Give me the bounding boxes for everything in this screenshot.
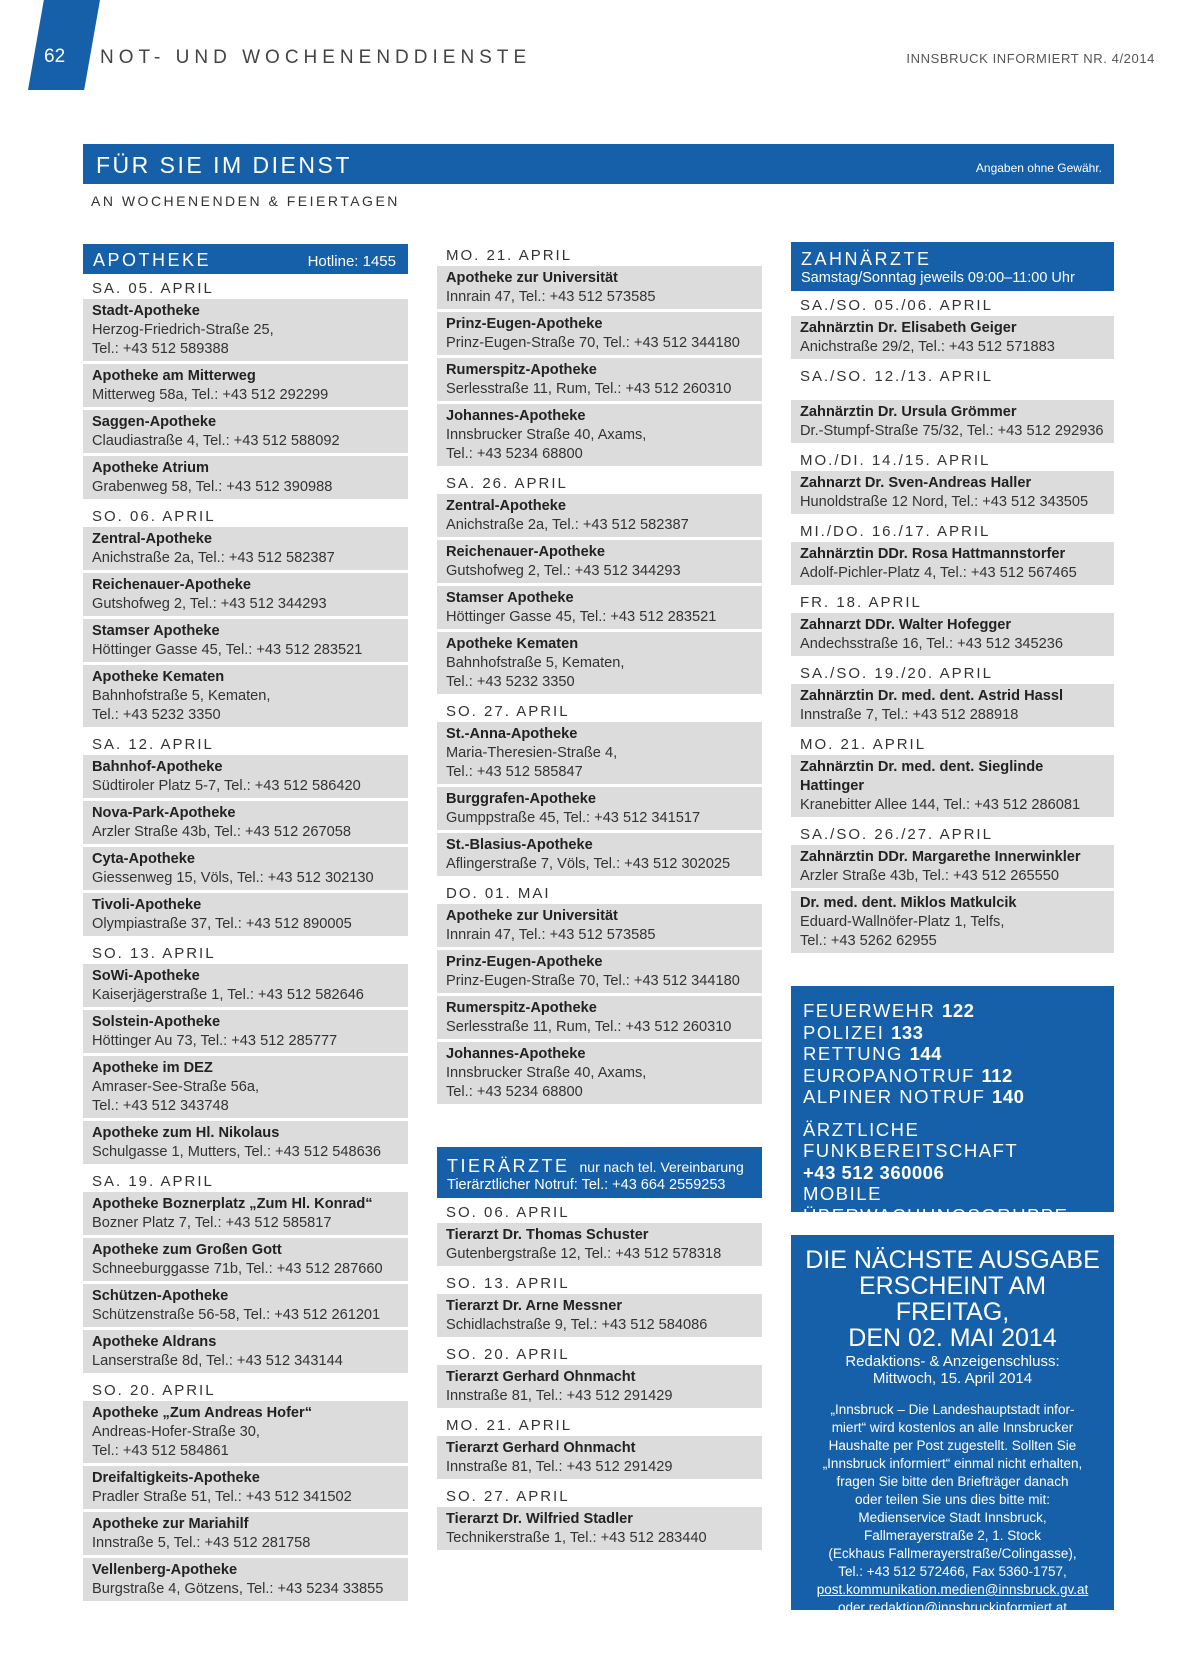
service-entry <box>437 996 762 1039</box>
entry-detail: Amraser-See-Straße 56a, <box>92 1079 260 1095</box>
entry-detail: Anichstraße 2a, Tel.: +43 512 582387 <box>446 517 689 533</box>
delivery-info <box>801 1401 1104 1635</box>
entry-name: Dr. med. dent. Miklos Matkulcik <box>800 895 1017 911</box>
entry-detail: Innsbrucker Straße 40, Axams, <box>446 1065 647 1081</box>
service-entry <box>437 586 762 629</box>
entry-name: Zahnärztin DDr. Rosa Hattmannstorfer <box>800 546 1066 562</box>
entry-name: Nova-Park-Apotheke <box>92 805 236 821</box>
entry-name: Schützen-Apotheke <box>92 1288 229 1304</box>
service-entry <box>437 904 762 947</box>
service-entry <box>83 1056 408 1118</box>
entry-name: Zentral-Apotheke <box>446 498 567 514</box>
service-entry <box>791 400 1114 443</box>
emergency-row <box>803 1065 1102 1087</box>
headline-line: ERSCHEINT AM FREITAG, <box>858 1272 1047 1326</box>
service-entry <box>437 1294 762 1337</box>
service-entry <box>437 632 762 694</box>
pharmacy-column <box>83 244 408 1604</box>
service-entry <box>437 1365 762 1408</box>
deadline-line: Redaktions- & Anzeigenschluss: <box>845 1353 1060 1370</box>
emergency-number: 133 <box>891 1021 924 1043</box>
service-entry <box>437 950 762 993</box>
entry-detail: Serlesstraße 11, Rum, Tel.: +43 512 260310 <box>446 381 732 397</box>
vets-list <box>437 1198 762 1550</box>
delivery-text <box>801 1401 1104 1581</box>
service-entry <box>83 665 408 727</box>
emergency-label: FEUERWEHR <box>803 1000 936 1021</box>
headline-line: DEN 02. MAI 2014 <box>848 1324 1057 1352</box>
entry-name: Apotheke Boznerplatz „Zum Hl. Konrad“ <box>92 1196 373 1212</box>
entry-detail: Innstraße 7, Tel.: +43 512 288918 <box>800 707 1019 723</box>
day-heading: SO. 13. APRIL <box>92 945 216 962</box>
entry-name: Tivoli-Apotheke <box>92 897 202 913</box>
delivery-text-line: Haushalte per Post zugestellt. Sollten Sie <box>828 1438 1077 1453</box>
deadline-line: Mittwoch, 15. April 2014 <box>872 1370 1033 1387</box>
entry-detail: Innrain 47, Tel.: +43 512 573585 <box>446 927 656 943</box>
day-heading: FR. 18. APRIL <box>800 594 922 611</box>
email-link-2[interactable]: redaktion@innsbruckinformiert.at <box>868 1600 1068 1615</box>
headline-line: DIE NÄCHSTE AUSGABE <box>805 1246 1100 1274</box>
entry-detail: Grabenweg 58, Tel.: +43 512 390988 <box>92 479 333 495</box>
page-title: FÜR SIE IM DIENST <box>96 152 352 178</box>
entry-name: Tierarzt Dr. Wilfried Stadler <box>446 1511 633 1527</box>
entry-name: Apotheke im DEZ <box>92 1060 213 1076</box>
service-entry <box>83 573 408 616</box>
day-heading: SA./SO. 26./27. APRIL <box>800 826 993 843</box>
entry-name: Saggen-Apotheke <box>92 414 217 430</box>
or-text: oder <box>837 1600 865 1615</box>
entry-name: St.-Blasius-Apotheke <box>446 837 593 853</box>
emergency-number: 112 <box>981 1064 1013 1086</box>
entry-detail: Innstraße 81, Tel.: +43 512 291429 <box>446 1459 673 1475</box>
entry-detail: Eduard-Wallnöfer-Platz 1, Telfs, <box>800 914 1005 930</box>
entry-detail: Bozner Platz 7, Tel.: +43 512 585817 <box>92 1215 332 1231</box>
service-entry <box>791 684 1114 727</box>
deadline <box>801 1353 1104 1387</box>
day-heading: SA./SO. 12./13. APRIL <box>800 368 993 385</box>
page-number: 62 <box>44 46 66 67</box>
entry-detail: Tel.: +43 512 343748 <box>92 1098 229 1114</box>
entry-detail: Prinz-Eugen-Straße 70, Tel.: +43 512 344180 <box>446 335 740 351</box>
entry-detail: Lanserstraße 8d, Tel.: +43 512 343144 <box>92 1353 343 1369</box>
emergency-number: 140 <box>992 1086 1025 1107</box>
day-heading: SO. 06. APRIL <box>92 508 216 525</box>
entry-name: Vellenberg-Apotheke <box>92 1562 238 1578</box>
entry-detail: Andreas-Hofer-Straße 30, <box>92 1424 260 1440</box>
entry-detail: Schützenstraße 56-58, Tel.: +43 512 261201 <box>92 1307 381 1323</box>
entry-name: Apotheke Aldrans <box>92 1334 217 1350</box>
emergency-row <box>803 1022 1102 1044</box>
entry-detail: Arzler Straße 43b, Tel.: +43 512 265550 <box>800 868 1059 884</box>
emergency-label: MOBILE ÜBERWACHUNGSGRUPPE <box>803 1183 1069 1226</box>
delivery-text-line: Fallmerayerstraße 2, 1. Stock <box>863 1528 1042 1543</box>
entry-detail: Höttinger Au 73, Tel.: +43 512 285777 <box>92 1033 338 1049</box>
entry-detail: Prinz-Eugen-Straße 70, Tel.: +43 512 344180 <box>446 973 740 989</box>
day-heading: SA. 26. APRIL <box>446 475 568 492</box>
day-heading: MO./DI. 14./15. APRIL <box>800 452 991 469</box>
website-link[interactable]: www.innsbruckinformiert.at <box>871 1618 1034 1633</box>
entry-name: Zahnärztin Dr. med. dent. Sieglinde Hattinger <box>800 759 1044 794</box>
service-entry <box>83 456 408 499</box>
day-heading: SA. 05. APRIL <box>92 280 214 297</box>
page-subtitle: AN WOCHENENDEN & FEIERTAGEN <box>91 193 400 209</box>
service-entry <box>437 1042 762 1104</box>
pharmacy-header <box>83 244 408 274</box>
service-entry <box>791 755 1114 817</box>
emergency-row <box>803 1043 1102 1065</box>
service-entry <box>791 316 1114 359</box>
entry-detail: Hunoldstraße 12 Nord, Tel.: +43 512 343505 <box>800 494 1089 510</box>
entry-name: Tierarzt Gerhard Ohnmacht <box>446 1440 636 1456</box>
entry-name: SoWi-Apotheke <box>92 968 200 984</box>
pharmacy-list-a <box>83 274 408 1601</box>
entry-detail: Burgstraße 4, Götzens, Tel.: +43 5234 33855 <box>92 1581 384 1597</box>
entry-name: Apotheke am Mitterweg <box>92 368 256 384</box>
entry-name: Burggrafen-Apotheke <box>446 791 596 807</box>
dentists-header <box>791 242 1114 291</box>
pharmacy-hotline: Hotline: 1455 <box>307 253 396 270</box>
service-entry <box>437 1507 762 1550</box>
entry-detail: Innsbrucker Straße 40, Axams, <box>446 427 647 443</box>
entry-name: Tierarzt Gerhard Ohnmacht <box>446 1369 636 1385</box>
service-entry <box>437 404 762 466</box>
entry-detail: Innstraße 5, Tel.: +43 512 281758 <box>92 1535 311 1551</box>
entry-name: Apotheke zum Hl. Nikolaus <box>92 1125 280 1141</box>
entry-name: Cyta-Apotheke <box>92 851 195 867</box>
delivery-text-line: „Innsbruck – Die Landeshauptstadt infor- <box>830 1402 1075 1417</box>
entry-detail: Tel.: +43 512 584861 <box>92 1443 229 1459</box>
entry-detail: Gumppstraße 45, Tel.: +43 512 341517 <box>446 810 701 826</box>
service-entry <box>791 471 1114 514</box>
section-title: NOT- UND WOCHENENDDIENSTE <box>100 47 532 68</box>
entry-detail: Tel.: +43 5262 62955 <box>800 933 937 949</box>
entry-detail: Aflingerstraße 7, Völs, Tel.: +43 512 302025 <box>446 856 731 872</box>
entry-name: Apotheke zur Mariahilf <box>92 1516 249 1532</box>
emergency-label: RETTUNG <box>803 1043 903 1064</box>
service-entry <box>437 1436 762 1479</box>
service-entry <box>83 964 408 1007</box>
dentists-list <box>791 291 1114 953</box>
service-entry <box>83 527 408 570</box>
entry-name: Dreifaltigkeits-Apotheke <box>92 1470 260 1486</box>
entry-detail: Mitterweg 58a, Tel.: +43 512 292299 <box>92 387 329 403</box>
entry-detail: Schidlachstraße 9, Tel.: +43 512 584086 <box>446 1317 708 1333</box>
day-heading: SA./SO. 05./06. APRIL <box>800 297 993 314</box>
entry-name: Apotheke Kematen <box>446 636 579 652</box>
entry-name: Johannes-Apotheke <box>446 1046 586 1062</box>
entry-name: Zahnärztin Dr. Ursula Grömmer <box>800 404 1017 420</box>
service-entry <box>83 1512 408 1555</box>
delivery-text-line: oder teilen Sie uns dies bitte mit: <box>854 1492 1051 1507</box>
entry-name: Stamser Apotheke <box>92 623 220 639</box>
disclaimer: Angaben ohne Gewähr. <box>975 161 1102 175</box>
entry-detail: Höttinger Gasse 45, Tel.: +43 512 283521 <box>446 609 717 625</box>
pharmacy-title: APOTHEKE <box>93 250 212 270</box>
delivery-text-line: (Eckhaus Fallmerayerstraße/Colingasse), <box>828 1546 1077 1561</box>
entry-detail: Gutenbergstraße 12, Tel.: +43 512 578318 <box>446 1246 722 1262</box>
day-heading: MI./DO. 16./17. APRIL <box>800 523 991 540</box>
pharmacy-list-b <box>437 241 762 1104</box>
entry-detail: Tel.: +43 5234 68800 <box>446 1084 583 1100</box>
emergency-row <box>803 1000 1102 1022</box>
entry-name: Apotheke zur Universität <box>446 908 618 924</box>
day-heading: MO. 21. APRIL <box>800 736 927 753</box>
day-heading: SO. 06. APRIL <box>446 1204 570 1221</box>
delivery-text-line: „Innsbruck informiert“ einmal nicht erhalten, <box>822 1456 1083 1471</box>
page-tab <box>28 0 100 90</box>
delivery-text-line: Medienservice Stadt Innsbruck, <box>858 1510 1047 1525</box>
entry-name: Zahnärztin Dr. Elisabeth Geiger <box>800 320 1017 336</box>
entry-name: Zentral-Apotheke <box>92 531 213 547</box>
entry-name: St.-Anna-Apotheke <box>446 726 578 742</box>
entry-detail: Herzog-Friedrich-Straße 25, <box>92 322 274 338</box>
entry-detail: Bahnhofstraße 5, Kematen, <box>446 655 625 671</box>
entry-detail: Innstraße 81, Tel.: +43 512 291429 <box>446 1388 673 1404</box>
entry-detail: Andechsstraße 16, Tel.: +43 512 345236 <box>800 636 1064 652</box>
service-entry <box>83 1238 408 1281</box>
emergency-label: ÄRZTLICHE FUNKBEREITSCHAFT <box>803 1118 1019 1161</box>
vets-header <box>437 1147 762 1198</box>
service-entry <box>83 755 408 798</box>
emergency-row <box>803 1086 1102 1108</box>
entry-name: Zahnärztin Dr. med. dent. Astrid Hassl <box>800 688 1064 704</box>
entry-detail: Bahnhofstraße 5, Kematen, <box>92 688 271 704</box>
entry-detail: Serlesstraße 11, Rum, Tel.: +43 512 260310 <box>446 1019 732 1035</box>
entry-name: Zahnarzt DDr. Walter Hofegger <box>800 617 1012 633</box>
service-entry <box>83 1192 408 1235</box>
entry-detail: Gutshofweg 2, Tel.: +43 512 344293 <box>446 563 681 579</box>
magazine-title: INNSBRUCK INFORMIERT NR. 4/2014 <box>906 51 1155 66</box>
entry-detail: Anichstraße 29/2, Tel.: +43 512 571883 <box>800 339 1055 355</box>
entry-detail: Olympiastraße 37, Tel.: +43 512 890005 <box>92 916 352 932</box>
entry-detail: Innrain 47, Tel.: +43 512 573585 <box>446 289 656 305</box>
entry-name: Apotheke zur Universität <box>446 270 618 286</box>
service-entry <box>437 1223 762 1266</box>
entry-name: Reichenauer-Apotheke <box>92 577 251 593</box>
entry-detail: Adolf-Pichler-Platz 4, Tel.: +43 512 567465 <box>800 565 1077 581</box>
service-entry <box>437 266 762 309</box>
pharmacy-column-continued <box>437 244 762 1553</box>
entry-detail: Schulgasse 1, Mutters, Tel.: +43 512 548636 <box>92 1144 381 1160</box>
entry-detail: Dr.-Stumpf-Straße 75/32, Tel.: +43 512 292936 <box>800 423 1104 439</box>
vets-title: TIERÄRZTE <box>447 1156 570 1176</box>
entry-name: Apotheke zum Großen Gott <box>92 1242 282 1258</box>
day-heading: MO. 21. APRIL <box>446 247 573 264</box>
service-entry <box>83 1121 408 1164</box>
day-heading: DO. 01. MAI <box>446 885 551 902</box>
entry-name: Solstein-Apotheke <box>92 1014 221 1030</box>
service-entry <box>791 542 1114 585</box>
vets-note: nur nach tel. Vereinbarung <box>579 1159 744 1175</box>
day-heading: SA. 19. APRIL <box>92 1173 214 1190</box>
day-heading: MO. 21. APRIL <box>446 1417 573 1434</box>
entry-name: Stadt-Apotheke <box>92 303 200 319</box>
entry-detail: Schneeburggasse 71b, Tel.: +43 512 287660 <box>92 1261 383 1277</box>
service-entry <box>437 833 762 876</box>
day-heading: SA./SO. 19./20. APRIL <box>800 665 993 682</box>
service-entry <box>791 613 1114 656</box>
service-entry <box>83 801 408 844</box>
service-entry <box>791 845 1114 888</box>
emergency-numbers <box>791 986 1114 1226</box>
email-link[interactable]: post.kommunikation.medien@innsbruck.gv.at <box>816 1582 1089 1597</box>
next-issue-headline <box>801 1247 1104 1351</box>
emergency-label: ALPINER NOTRUF <box>803 1086 986 1107</box>
emergency-rows <box>803 1000 1102 1108</box>
service-entry <box>83 1284 408 1327</box>
entry-name: Tierarzt Dr. Arne Messner <box>446 1298 623 1314</box>
dentists-hours: Samstag/Sonntag jeweils 09:00–11:00 Uhr <box>801 270 1075 286</box>
entry-detail: Arzler Straße 43b, Tel.: +43 512 267058 <box>92 824 351 840</box>
service-entry <box>437 787 762 830</box>
entry-detail: Tel.: +43 512 585847 <box>446 764 583 780</box>
service-entry <box>83 847 408 890</box>
service-entry <box>83 893 408 936</box>
entry-detail: Anichstraße 2a, Tel.: +43 512 582387 <box>92 550 335 566</box>
entry-detail: Giessenweg 15, Völs, Tel.: +43 512 302130 <box>92 870 374 886</box>
emergency-label: EUROPANOTRUF <box>803 1064 975 1086</box>
dentists-title: ZAHNÄRZTE <box>801 249 932 269</box>
entry-name: Rumerspitz-Apotheke <box>446 1000 597 1016</box>
entry-name: Bahnhof-Apotheke <box>92 759 223 775</box>
vets-emergency-line: Tierärztlicher Notruf: Tel.: +43 664 2559253 <box>447 1177 726 1193</box>
delivery-text-line: fragen Sie bitte den Briefträger danach <box>836 1474 1069 1489</box>
next-issue-box <box>791 1235 1114 1633</box>
emergency-label: POLIZEI <box>803 1021 885 1043</box>
entry-detail: Tel.: +43 5232 3350 <box>446 674 575 690</box>
service-entry <box>83 1466 408 1509</box>
entry-detail: Südtiroler Platz 5-7, Tel.: +43 512 586420 <box>92 778 361 794</box>
entry-name: Tierarzt Dr. Thomas Schuster <box>446 1227 649 1243</box>
service-entry <box>83 299 408 361</box>
entry-name: Zahnarzt Dr. Sven-Andreas Haller <box>800 475 1032 491</box>
title-banner <box>83 144 1114 184</box>
entry-name: Apotheke „Zum Andreas Hofer“ <box>92 1405 313 1421</box>
emergency-extra <box>803 1119 1102 1248</box>
day-heading: SA. 12. APRIL <box>92 736 214 753</box>
entry-name: Apotheke Atrium <box>92 460 210 476</box>
entry-detail: Kaiserjägerstraße 1, Tel.: +43 512 582646 <box>92 987 364 1003</box>
service-entry <box>83 1330 408 1373</box>
entry-detail: Höttinger Gasse 45, Tel.: +43 512 283521 <box>92 642 363 658</box>
service-entry <box>437 494 762 537</box>
entry-detail: Technikerstraße 1, Tel.: +43 512 283440 <box>446 1530 707 1546</box>
service-entry <box>437 358 762 401</box>
entry-name: Prinz-Eugen-Apotheke <box>446 316 603 332</box>
service-entry <box>437 312 762 355</box>
day-heading: SO. 20. APRIL <box>446 1346 570 1363</box>
day-heading: SO. 27. APRIL <box>446 1488 570 1505</box>
service-entry <box>437 722 762 784</box>
entry-name: Zahnärztin DDr. Margarethe Innerwinkler <box>800 849 1081 865</box>
day-heading: SO. 27. APRIL <box>446 703 570 720</box>
entry-detail: Gutshofweg 2, Tel.: +43 512 344293 <box>92 596 327 612</box>
service-entry <box>83 1558 408 1601</box>
entry-detail: Tel.: +43 5234 68800 <box>446 446 583 462</box>
service-entry <box>83 619 408 662</box>
entry-detail: Pradler Straße 51, Tel.: +43 512 341502 <box>92 1489 352 1505</box>
entry-name: Prinz-Eugen-Apotheke <box>446 954 603 970</box>
emergency-number: +43 512 360006 <box>803 1161 945 1183</box>
entry-detail: Maria-Theresien-Straße 4, <box>446 745 618 761</box>
entry-detail: Tel.: +43 512 589388 <box>92 341 229 357</box>
service-entry <box>83 1010 408 1053</box>
service-entry <box>83 410 408 453</box>
emergency-number: 122 <box>942 1000 975 1021</box>
service-entry <box>83 364 408 407</box>
entry-detail: Kranebitter Allee 144, Tel.: +43 512 286081 <box>800 797 1081 813</box>
delivery-text-line: miert“ wird kostenlos an alle Innsbrucker <box>831 1420 1074 1435</box>
entry-detail: Tel.: +43 5232 3350 <box>92 707 221 723</box>
day-heading: SO. 20. APRIL <box>92 1382 216 1399</box>
entry-detail: Claudiastraße 4, Tel.: +43 512 588092 <box>92 433 340 449</box>
entry-name: Rumerspitz-Apotheke <box>446 362 597 378</box>
emergency-number: 144 <box>909 1043 942 1064</box>
entry-name: Reichenauer-Apotheke <box>446 544 605 560</box>
entry-name: Johannes-Apotheke <box>446 408 586 424</box>
delivery-text-line: Tel.: +43 512 572466, Fax 5360-1757, <box>838 1564 1067 1579</box>
entry-name: Stamser Apotheke <box>446 590 574 606</box>
dentists-column <box>791 242 1114 956</box>
service-entry <box>791 891 1114 953</box>
day-heading: SO. 13. APRIL <box>446 1275 570 1292</box>
service-entry <box>437 540 762 583</box>
entry-name: Apotheke Kematen <box>92 669 225 685</box>
service-entry <box>83 1401 408 1463</box>
